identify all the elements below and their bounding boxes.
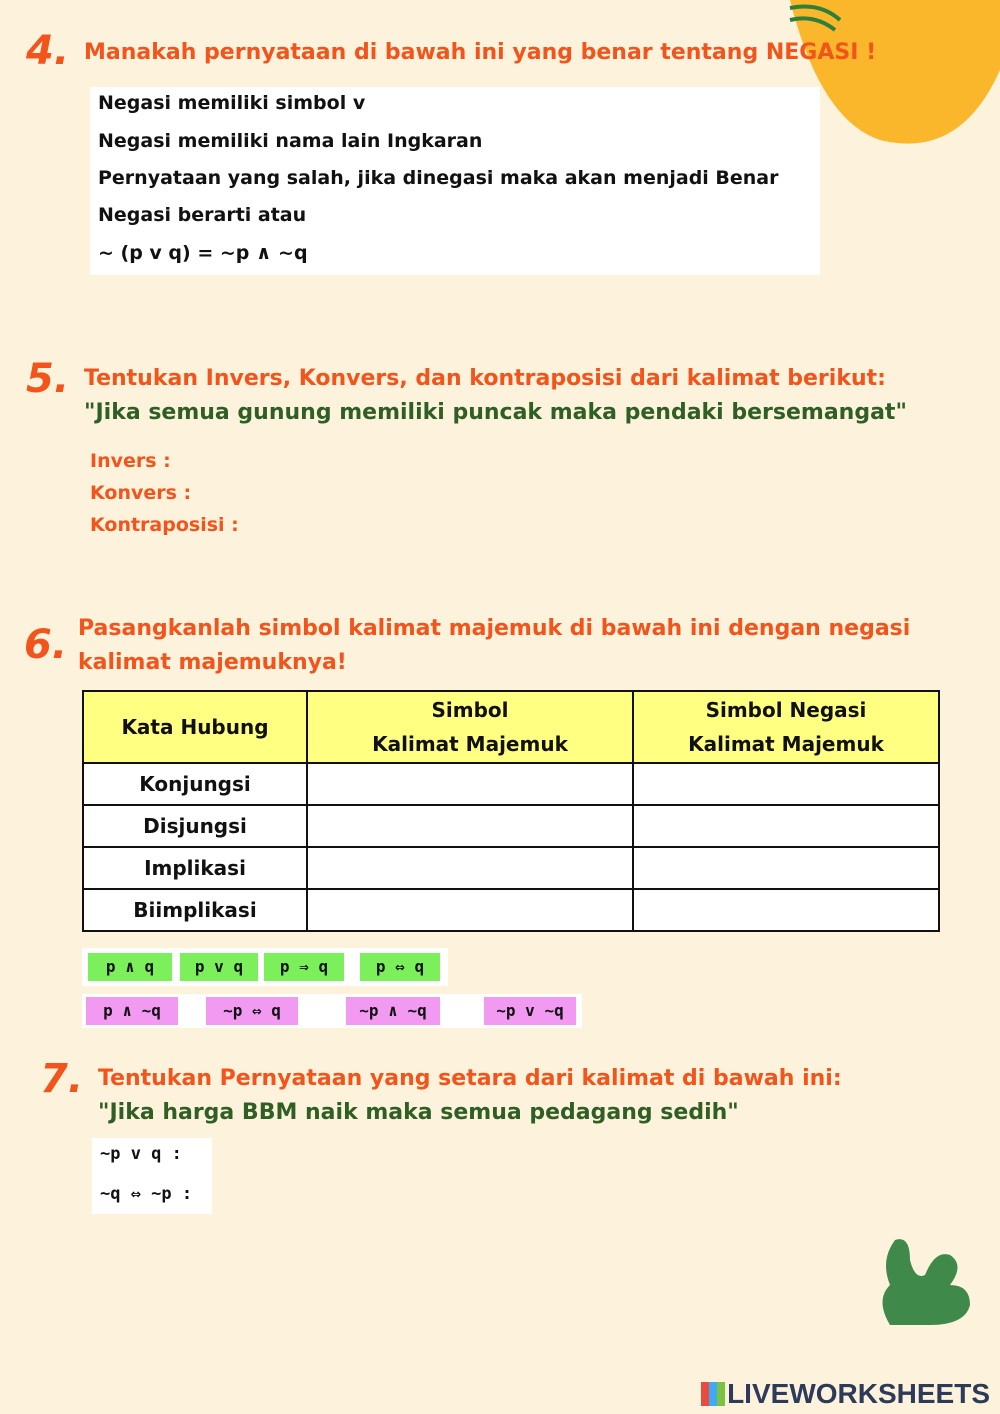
question-7-quote: "Jika harga BBM naik maka semua pedagang sedih" <box>98 1100 739 1125</box>
brand-logo <box>701 1378 990 1410</box>
chip-green-3[interactable]: p ⇒ q <box>264 953 344 981</box>
drop-cell[interactable] <box>307 805 633 847</box>
brand-text: LIVEWORKSHEETS <box>727 1378 990 1409</box>
invers-label: Invers : <box>90 450 171 472</box>
drop-cell[interactable] <box>633 763 939 805</box>
chip-green-2[interactable]: p v q <box>180 953 258 981</box>
row-label: Implikasi <box>83 847 307 889</box>
option-5[interactable]: ~ (p v q) = ~p ∧ ~q <box>98 242 308 264</box>
header-simbol-line2: Kalimat Majemuk <box>372 732 568 756</box>
question-4-text: Manakah pernyataan di bawah ini yang benar tentang NEGASI ! <box>84 40 877 65</box>
drop-cell[interactable] <box>307 889 633 931</box>
chip-pink-1[interactable]: p ∧ ~q <box>86 997 178 1025</box>
question-6-text-line2: kalimat majemuknya! <box>78 650 347 675</box>
question-5-number: 5. <box>26 356 70 402</box>
question-6-text-line1: Pasangkanlah simbol kalimat majemuk di bawah ini dengan negasi <box>78 616 911 641</box>
question-6-number: 6. <box>24 622 68 668</box>
drop-cell[interactable] <box>633 805 939 847</box>
drop-cell[interactable] <box>633 847 939 889</box>
drop-cell[interactable] <box>633 889 939 931</box>
question-4-number: 4. <box>26 28 70 74</box>
konvers-label: Konvers : <box>90 482 192 504</box>
header-simbol-negasi <box>633 691 939 763</box>
question-7-number: 7. <box>40 1056 84 1102</box>
question-5-quote: "Jika semua gunung memiliki puncak maka pendaki bersemangat" <box>84 400 907 425</box>
option-2[interactable]: Negasi memiliki nama lain Ingkaran <box>98 130 483 152</box>
row-label: Biimplikasi <box>83 889 307 931</box>
question-5-text: Tentukan Invers, Konvers, dan kontraposisi dari kalimat berikut: <box>84 366 886 391</box>
brand-icon <box>701 1382 725 1406</box>
item-2: ~q ⇔ ~p : <box>100 1184 193 1204</box>
row-label: Konjungsi <box>83 763 307 805</box>
header-simbol <box>307 691 633 763</box>
header-simbol-line1: Simbol <box>431 698 509 722</box>
chip-green-1[interactable]: p ∧ q <box>88 953 172 981</box>
question-4-options <box>90 87 820 275</box>
question-7-text: Tentukan Pernyataan yang setara dari kalimat di bawah ini: <box>98 1066 842 1091</box>
chip-pink-4[interactable]: ~p v ~q <box>484 997 576 1025</box>
row-label: Disjungsi <box>83 805 307 847</box>
matching-table <box>82 690 940 932</box>
chip-pink-2[interactable]: ~p ⇔ q <box>206 997 298 1025</box>
header-negasi-line1: Simbol Negasi <box>705 698 867 722</box>
question-7-items <box>92 1138 212 1214</box>
chip-green-4[interactable]: p ⇔ q <box>360 953 440 981</box>
option-3[interactable]: Pernyataan yang salah, jika dinegasi maka akan menjadi Benar <box>98 167 779 189</box>
option-4[interactable]: Negasi berarti atau <box>98 204 307 226</box>
drop-cell[interactable] <box>307 763 633 805</box>
chip-pink-3[interactable]: ~p ∧ ~q <box>346 997 440 1025</box>
header-kata-hubung: Kata Hubung <box>83 691 307 763</box>
drop-cell[interactable] <box>307 847 633 889</box>
option-1[interactable]: Negasi memiliki simbol v <box>98 92 366 114</box>
leaf-decoration <box>870 1230 980 1330</box>
item-1: ~p v q : <box>100 1144 182 1164</box>
kontraposisi-label: Kontraposisi : <box>90 514 239 536</box>
header-negasi-line2: Kalimat Majemuk <box>688 732 884 756</box>
